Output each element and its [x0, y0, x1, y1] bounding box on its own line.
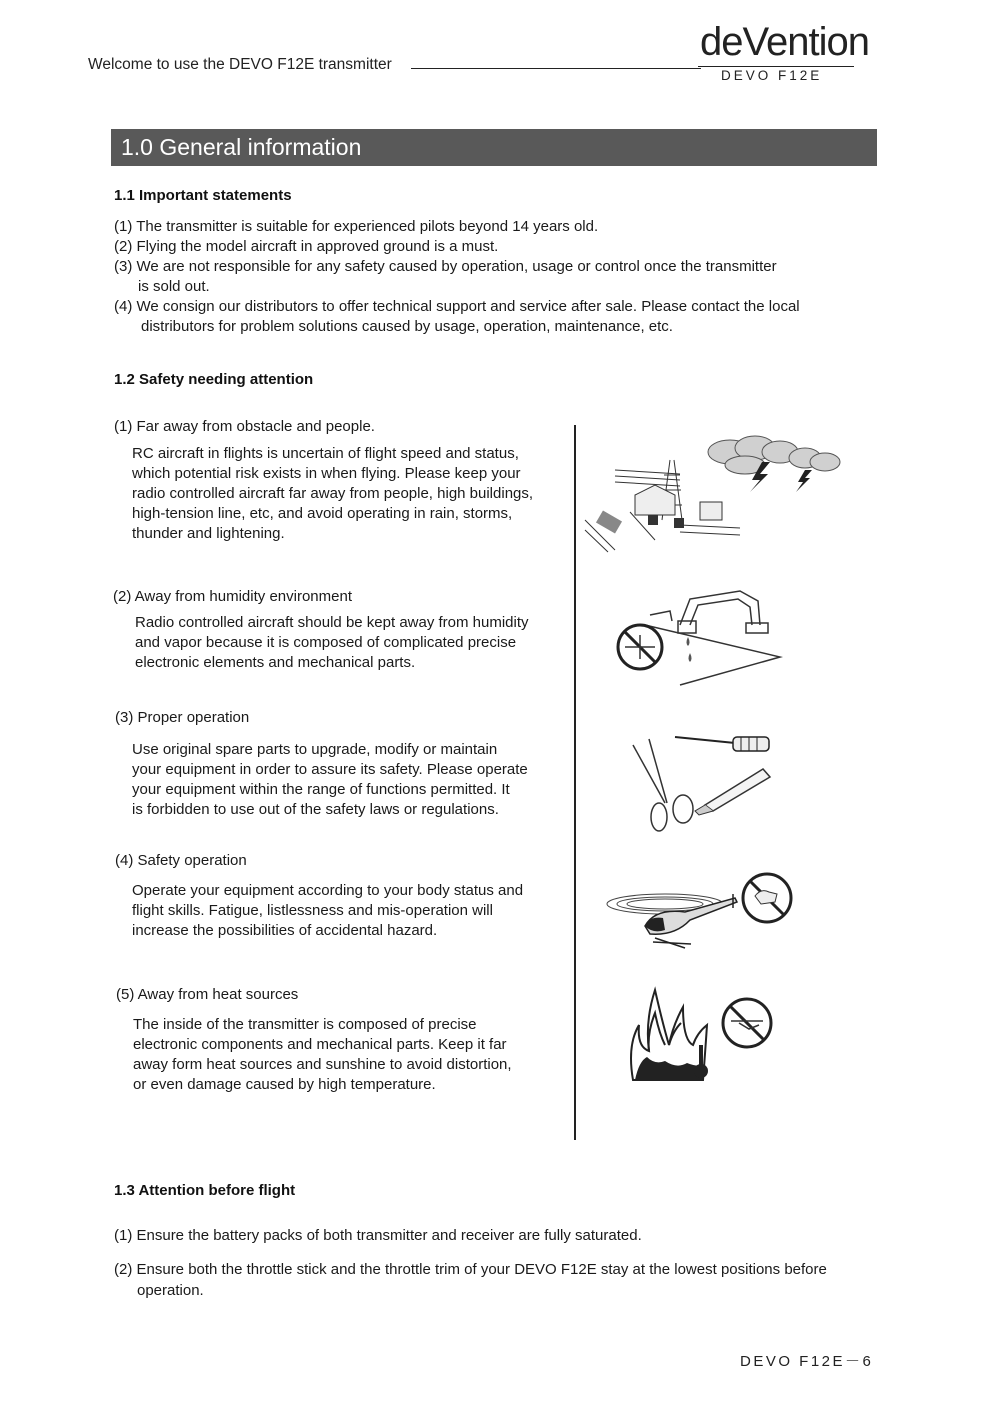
line: electronic components and mechanical parts. Keep it far: [133, 1036, 507, 1053]
line: Radio controlled aircraft should be kept away from humidity: [135, 614, 529, 631]
before-flight-item-2: (2) Ensure both the throttle stick and the throttle trim of your DEVO F12E stay at the lowest positions before: [114, 1261, 827, 1278]
header-rule: [411, 68, 701, 69]
heading-safety-attention: 1.2 Safety needing attention: [114, 371, 314, 388]
line: which potential risk exists in when flying. Please keep your: [132, 465, 521, 482]
line: your equipment in order to assure its safety. Please operate: [132, 761, 528, 778]
safety-item-5-text: [133, 1015, 553, 1095]
helicopter-illustration: [605, 868, 800, 958]
storm-obstacle-illustration: [580, 430, 845, 570]
logo-underline: [698, 66, 854, 67]
heat-flames-illustration: [625, 985, 780, 1090]
safety-item-2-text: [135, 613, 555, 673]
line: your equipment within the range of functions permitted. It: [132, 781, 510, 798]
line: electronic elements and mechanical parts.: [135, 654, 416, 671]
section-banner: [111, 129, 877, 166]
safety-item-5-heading: (5) Away from heat sources: [116, 986, 299, 1003]
heading-important-statements: 1.1 Important statements: [114, 187, 292, 204]
logo-model-name: DEVO F12E: [721, 68, 823, 83]
statement-2: (2) Flying the model aircraft in approved ground is a must.: [114, 238, 499, 255]
before-flight-item-1: (1) Ensure the battery packs of both transmitter and receiver are fully saturated.: [114, 1227, 642, 1244]
safety-item-4-text: [132, 881, 552, 941]
line: radio controlled aircraft far away from people, high buildings,: [132, 485, 534, 502]
header-welcome-text: Welcome to use the DEVO F12E transmitter: [88, 56, 392, 73]
heading-attention-before-flight: 1.3 Attention before flight: [114, 1182, 296, 1199]
safety-item-2-heading: (2) Away from humidity environment: [113, 588, 352, 605]
safety-item-1-heading: (1) Far away from obstacle and people.: [114, 418, 375, 435]
line: flight skills. Fatigue, listlessness and mis-operation will: [132, 902, 493, 919]
brand-logo: [698, 10, 869, 88]
line: The inside of the transmitter is composed of precise: [133, 1016, 477, 1033]
statement-1: (1) The transmitter is suitable for experienced pilots beyond 14 years old.: [114, 218, 599, 235]
line: thunder and lightening.: [132, 525, 285, 542]
line: high-tension line, etc, and avoid operating in rain, storms,: [132, 505, 513, 522]
line: increase the possibilities of accidental hazard.: [132, 922, 438, 939]
statement-3: (3) We are not responsible for any safety caused by operation, usage or control once the transmitter: [114, 258, 777, 275]
statement-3-cont: is sold out.: [138, 278, 210, 295]
logo-wordmark: deVention: [700, 20, 869, 64]
column-divider: [574, 425, 576, 1140]
before-flight-item-2-cont: operation.: [137, 1282, 204, 1299]
tools-illustration: [625, 725, 780, 840]
safety-item-3-heading: (3) Proper operation: [115, 709, 250, 726]
statement-4: (4) We consign our distributors to offer technical support and service after sale. Please contact the local: [114, 298, 800, 315]
line: away form heat sources and sunshine to avoid distortion,: [133, 1056, 512, 1073]
page-footer: DEVO F12E－6: [740, 1353, 874, 1370]
line: Use original spare parts to upgrade, modify or maintain: [132, 741, 498, 758]
line: Operate your equipment according to your body status and: [132, 882, 524, 899]
safety-item-3-text: [132, 740, 552, 820]
line: or even damage caused by high temperature.: [133, 1076, 436, 1093]
safety-item-1-text: [132, 444, 552, 544]
line: and vapor because it is composed of complicated precise: [135, 634, 517, 651]
important-statements-list: [114, 217, 874, 337]
safety-item-4-heading: (4) Safety operation: [115, 852, 247, 869]
line: RC aircraft in flights is uncertain of flight speed and status,: [132, 445, 519, 462]
humidity-faucet-illustration: [610, 585, 795, 695]
banner-title: 1.0 General information: [121, 134, 362, 160]
statement-4-cont: distributors for problem solutions caused by usage, operation, maintenance, etc.: [141, 318, 673, 335]
line: is forbidden to use out of the safety laws or regulations.: [132, 801, 499, 818]
